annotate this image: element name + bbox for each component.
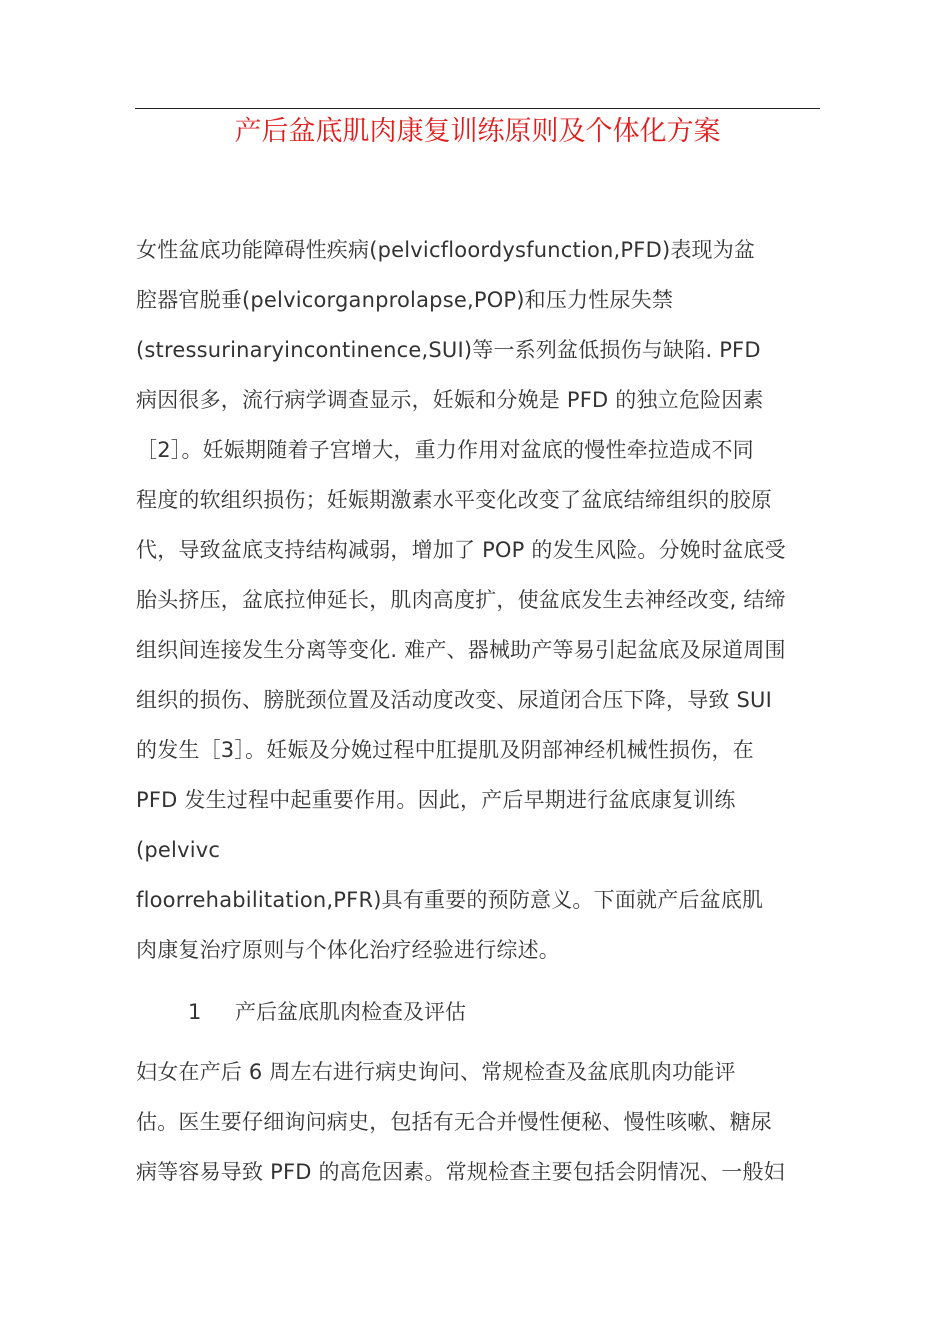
paragraph-line: 胎头挤压，盆底拉伸延长，肌肉高度扩，使盆底发生去神经改变, 结缔: [136, 588, 786, 612]
paragraph-line: 女性盆底功能障碍性疾病(pelvicfloordysfunction,PFD)表现为盆: [136, 238, 756, 262]
paragraph-line: (pelvivc: [136, 838, 221, 862]
section-title: 产后盆底肌肉检查及评估: [235, 1000, 466, 1024]
paragraph-line: PFD 发生过程中起重要作用。因此，产后早期进行盆底康复训练: [136, 788, 736, 812]
paragraph-line: (stressurinaryincontinence,SUI)等一系列盆低损伤与缺陷. PFD: [136, 338, 761, 362]
paragraph-line: 腔器官脱垂(pelvicorganprolapse,POP)和压力性尿失禁: [136, 288, 674, 312]
paragraph-line: 组织间连接发生分离等变化. 难产、器械助产等易引起盆底及尿道周围: [136, 638, 786, 662]
paragraph-line: 的发生［3］。妊娠及分娩过程中肛提肌及阴部神经机械性损伤，在: [136, 738, 754, 762]
paragraph-line: 程度的软组织损伤；妊娠期激素水平变化改变了盆底结缔组织的胶原: [136, 488, 772, 512]
paragraph-line: 代，导致盆底支持结构减弱，增加了 POP 的发生风险。分娩时盆底受: [136, 538, 786, 562]
paragraph-line: 妇女在产后 6 周左右进行病史询问、常规检查及盆底肌肉功能评: [136, 1060, 736, 1084]
paragraph-line: floorrehabilitation,PFR)具有重要的预防意义。下面就产后盆底肌: [136, 888, 764, 912]
document-title: 产后盆底肌肉康复训练原则及个体化方案: [234, 116, 721, 147]
paragraph-line: ［2］。妊娠期随着子宫增大，重力作用对盆底的慢性牵拉造成不同: [136, 438, 754, 462]
paragraph-line: 估。医生要仔细询问病史，包括有无合并慢性便秘、慢性咳嗽、糖尿: [136, 1110, 772, 1134]
header-rule: [135, 108, 820, 109]
paragraph-line: 肉康复治疗原则与个体化治疗经验进行综述。: [136, 938, 560, 962]
paragraph-line: 病等容易导致 PFD 的高危因素。常规检查主要包括会阴情况、一般妇: [136, 1160, 785, 1184]
paragraph-line: 组织的损伤、膀胱颈位置及活动度改变、尿道闭合压下降，导致 SUI: [136, 688, 772, 712]
paragraph-line: 病因很多，流行病学调查显示，妊娠和分娩是 PFD 的独立危险因素: [136, 388, 764, 412]
section-number: 1: [188, 1000, 202, 1024]
